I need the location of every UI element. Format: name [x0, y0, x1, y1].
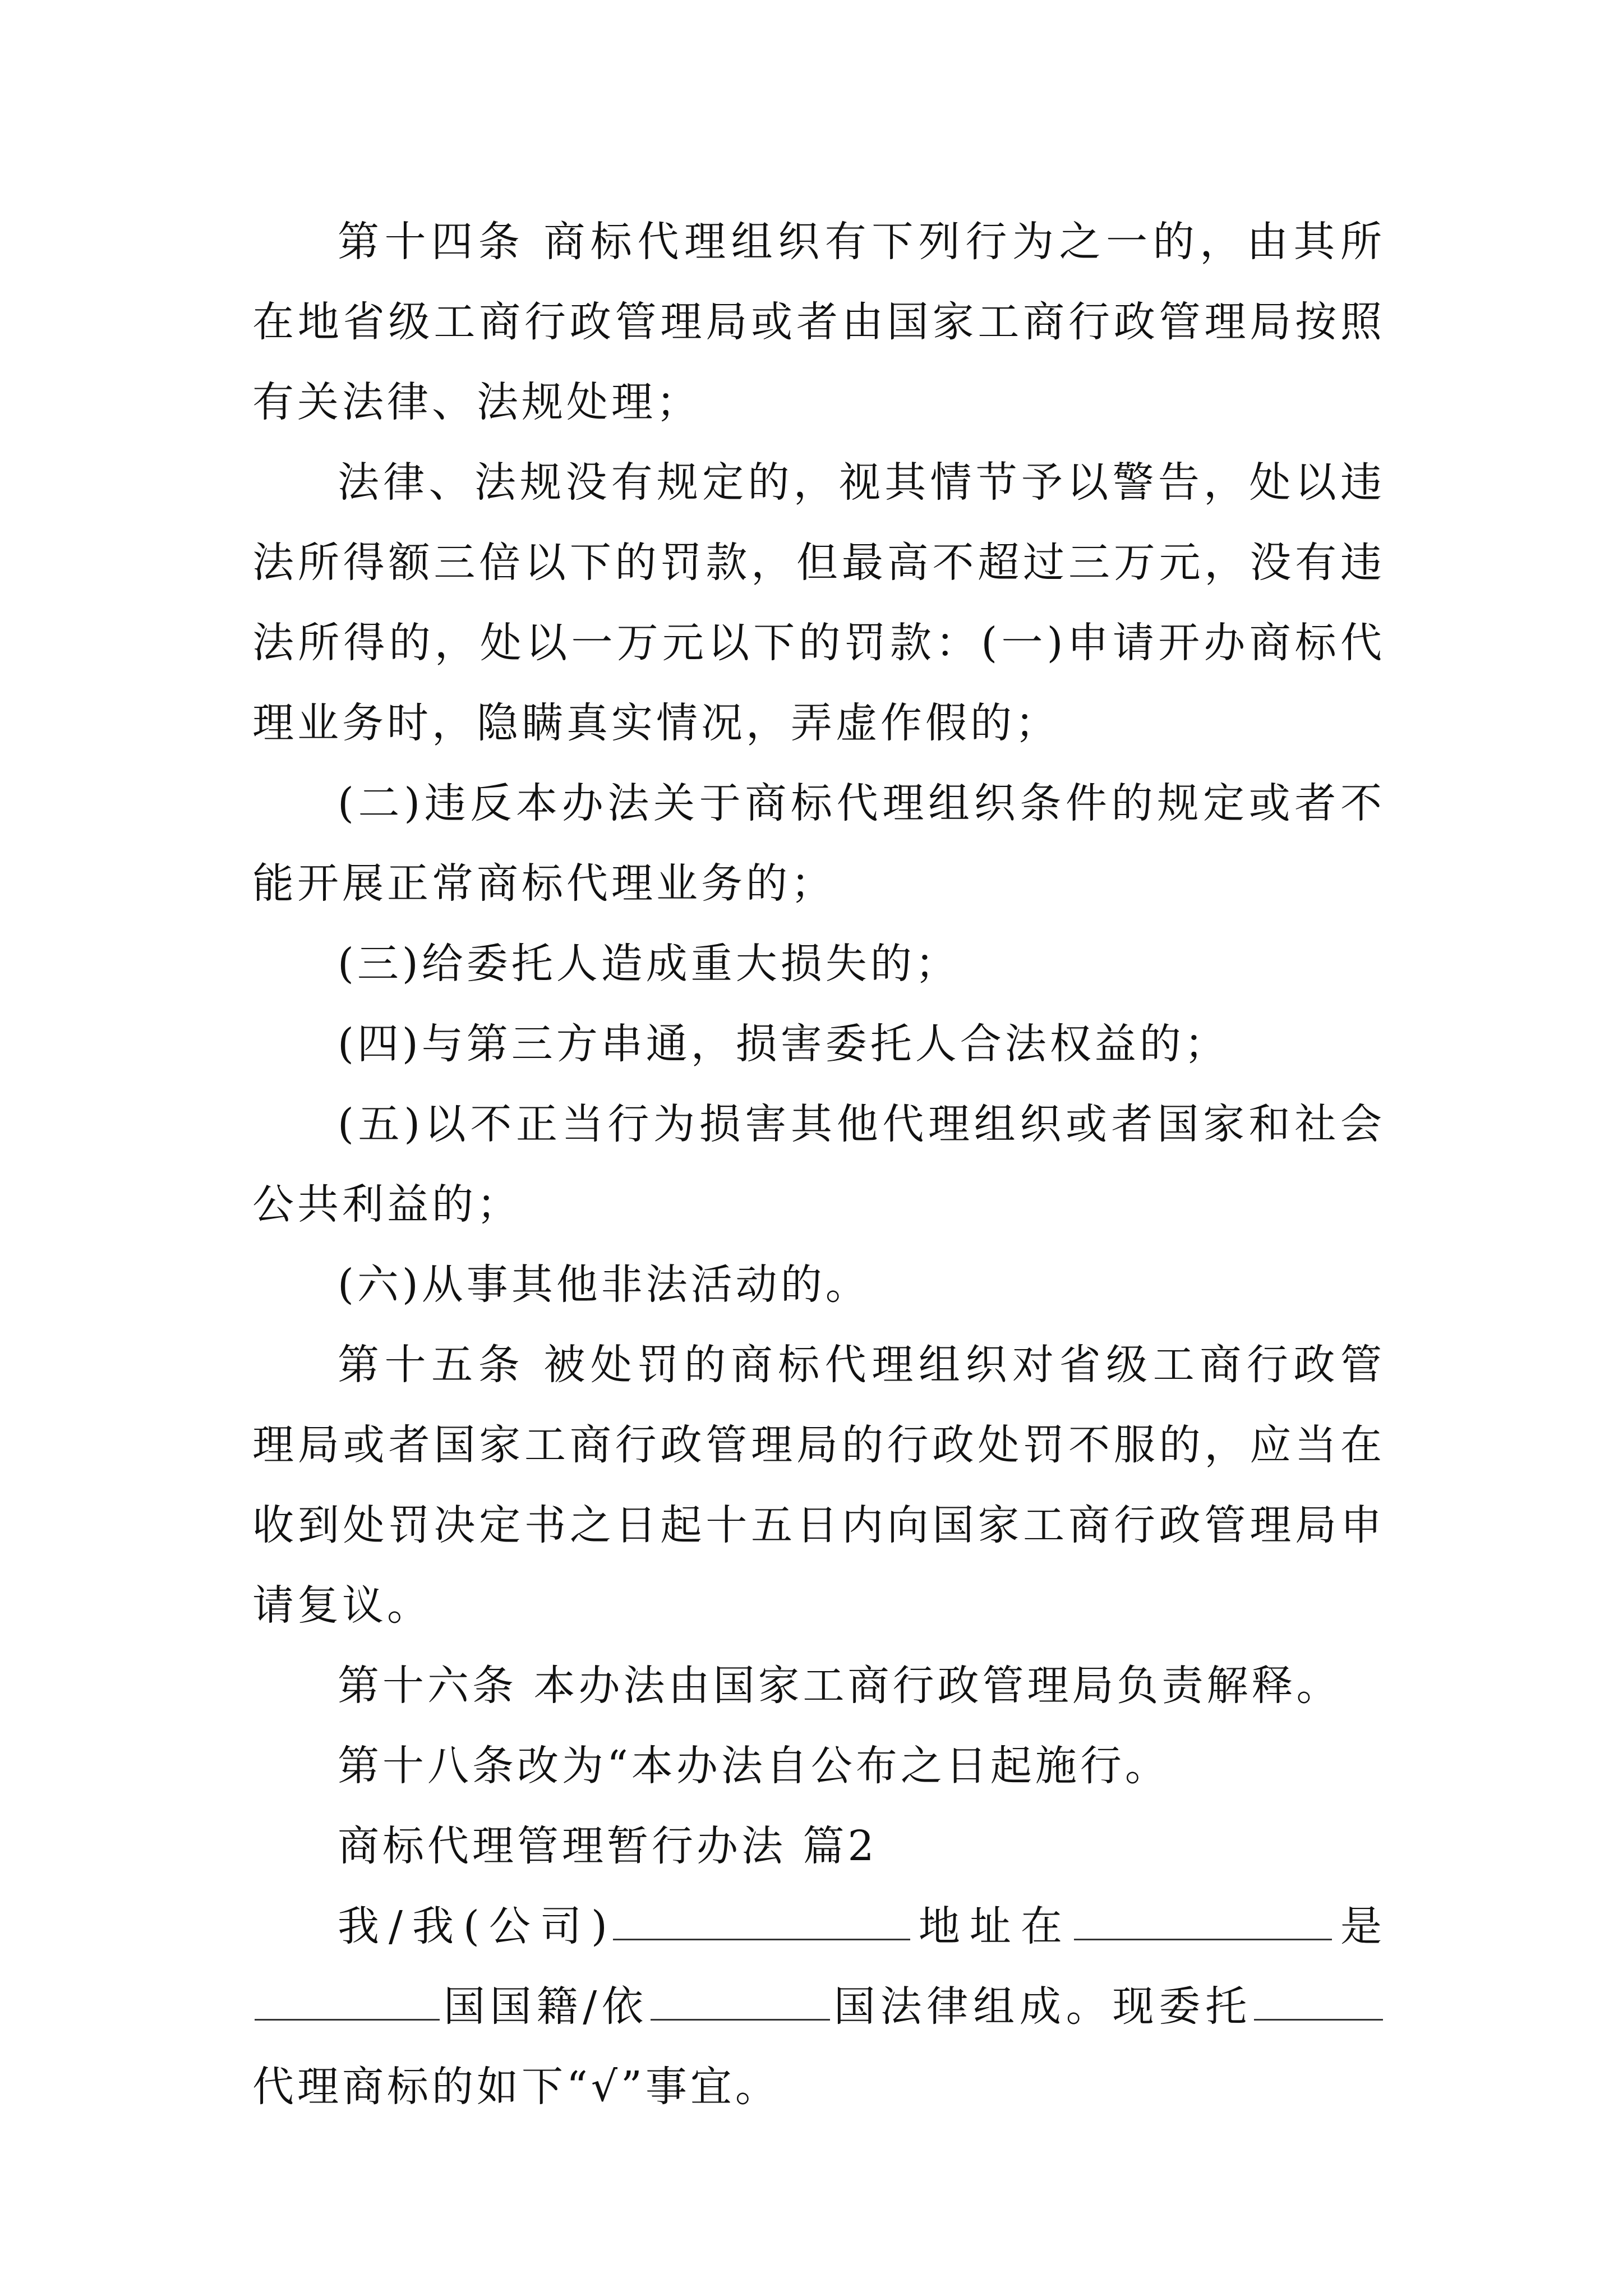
form-text-entrust: 国法律组成。现委托 [832, 1982, 1252, 2031]
article-18-paragraph: 第十八条改为“本办法自公布之日起施行。 [338, 1742, 1170, 1790]
agent-name-blank[interactable] [1254, 1975, 1383, 2021]
nationality-blank[interactable] [255, 1975, 440, 2021]
form-text-address: 地址在 [912, 1902, 1072, 1950]
clause-3-paragraph: (三)给委托人造成重大损失的； [338, 940, 960, 988]
article-16-paragraph: 第十六条 本办法由国家工商行政管理局负责解释。 [338, 1662, 1341, 1710]
section-heading: 商标代理管理暂行办法 篇2 [338, 1822, 878, 1870]
article-15-paragraph: 第十五条 被处罚的商标代理组织对省级工商行政管理局或者国家工商行政管理局的行政处罚不服的，应当在收到处罚决定书之日起十五日内向国家工商行政管理局申请复议。 [252, 1341, 1385, 1630]
clause-2-paragraph: (二)违反本办法关于商标代理组织条件的规定或者不能开展正常商标代理业务的； [252, 779, 1385, 908]
form-text-matters: 代理商标的如下“√”事宜。 [252, 2063, 780, 2111]
penalty-paragraph: 法律、法规没有规定的，视其情节予以警告，处以违法所得额三倍以下的罚款，但最高不超过三万元，没有违法所得的，处以一万元以下的罚款：(一)申请开办商标代理业务时，隐瞒真实情况，弄虚作假的； [252, 458, 1385, 747]
form-text-nationality: 国国籍/依 [442, 1982, 648, 2031]
clause-5-paragraph: (五)以不正当行为损害其他代理组织或者国家和社会公共利益的； [252, 1100, 1385, 1228]
clause-4-paragraph: (四)与第三方串通，损害委托人合法权益的； [338, 1020, 1229, 1068]
document-body [252, 202, 1385, 2127]
form-text-is: 是 [1334, 1902, 1386, 1950]
power-of-attorney-line [252, 1887, 1385, 2127]
article-14-paragraph: 第十四条 商标代理组织有下列行为之一的，由其所在地省级工商行政管理局或者由国家工商行政管理局按照有关法律、法规处理； [252, 218, 1385, 426]
client-name-blank[interactable] [613, 1895, 910, 1940]
address-blank[interactable] [1074, 1895, 1332, 1940]
form-text-client: 我/我(公司) [338, 1902, 611, 1950]
law-country-blank[interactable] [651, 1975, 830, 2021]
clause-6-paragraph: (六)从事其他非法活动的。 [338, 1260, 870, 1309]
